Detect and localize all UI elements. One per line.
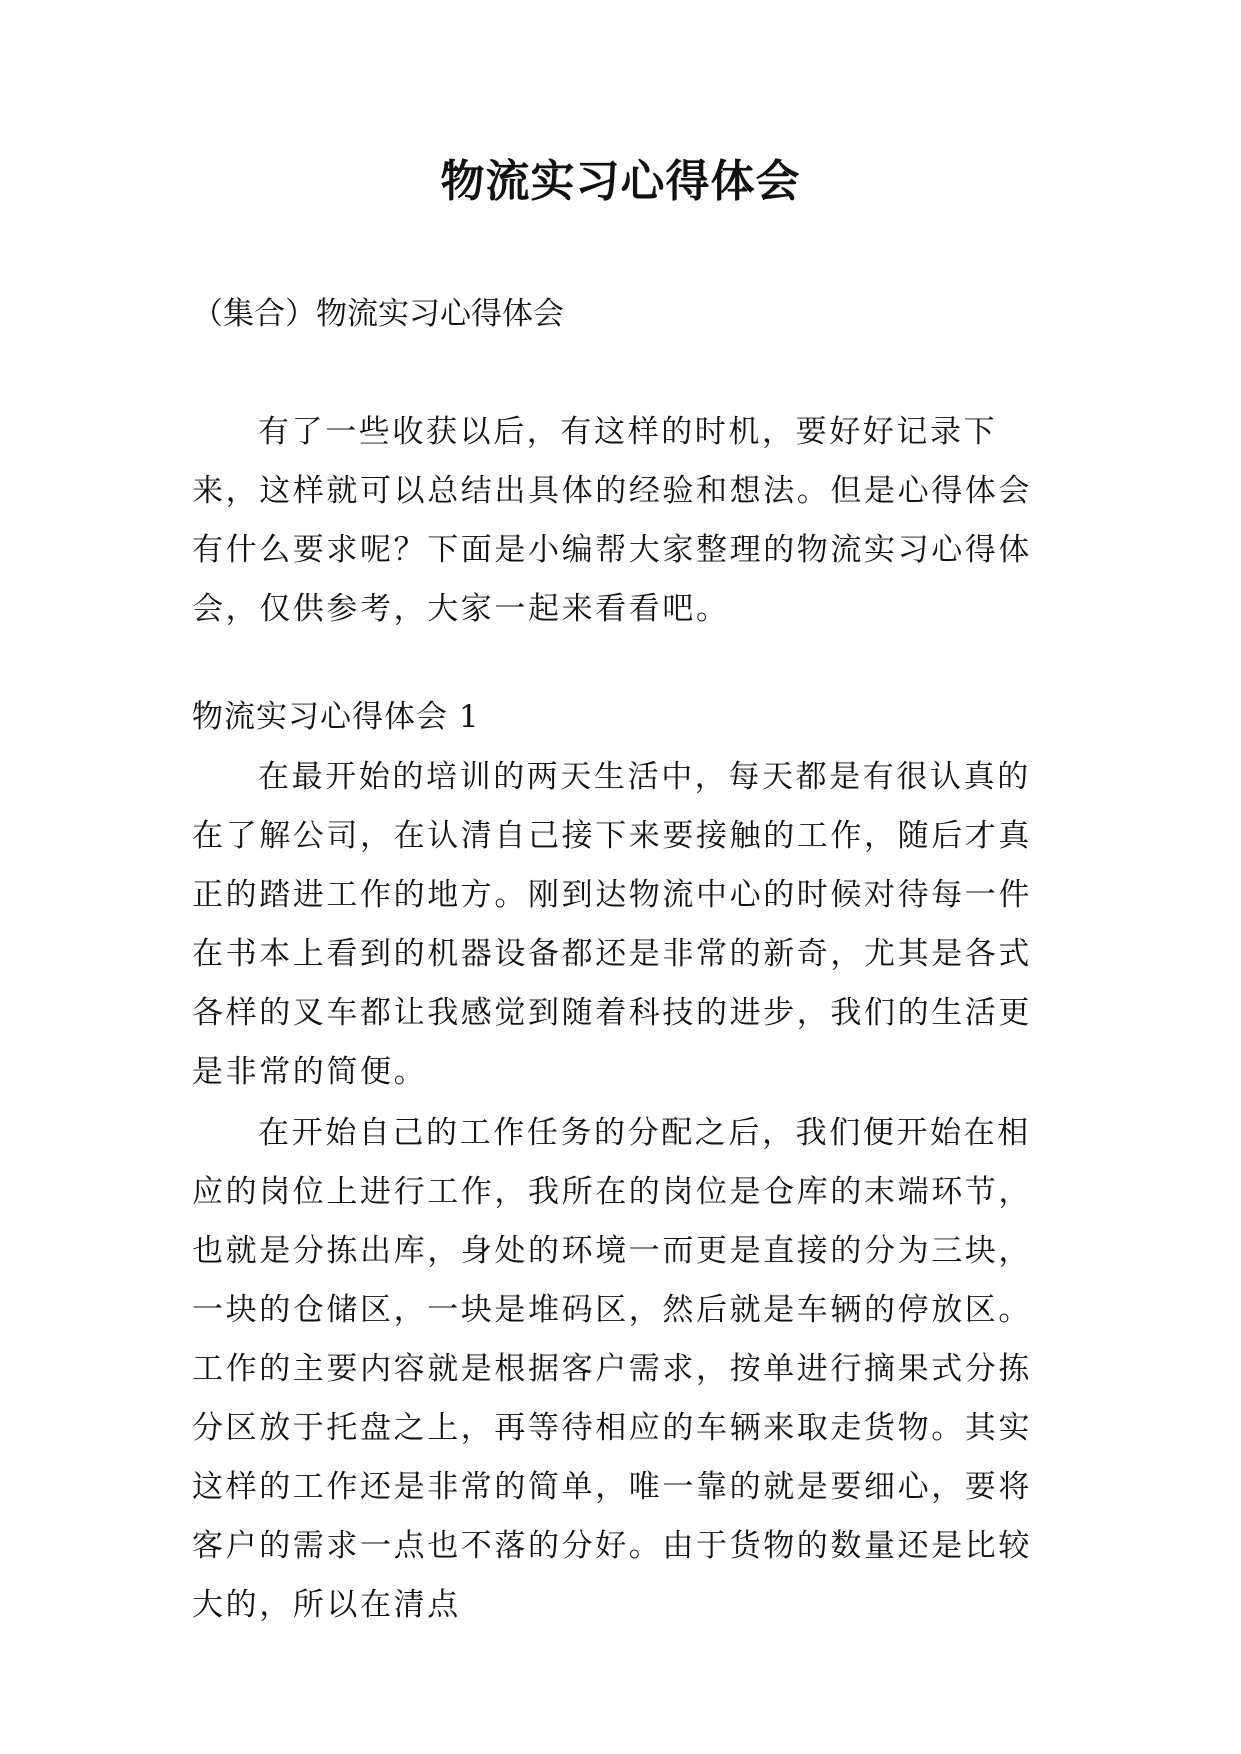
body-paragraph: 在开始自己的工作任务的分配之后，我们便开始在相应的岗位上进行工作，我所在的岗位是仓库的末端环节，也就是分拣出库，身处的环境一而更是直接的分为三块，一块的仓储区，一块是堆码区，然后就是车辆的停放区。工作的主要内容就是根据客户需求，按单进行摘果式分拣分区放于托盘之上，再等待相应的车辆来取走货物。其实这样的工作还是非常的简单，唯一靠的就是要细心，要将客户的需求一点也不落的分好。由于货物的数量还是比较大的，所以在清点	[192, 1115, 1032, 1623]
document-subtitle: （集合）物流实习心得体会	[192, 296, 564, 332]
body-paragraph: 在最开始的培训的两天生活中，每天都是有很认真的在了解公司，在认清自己接下来要接触的工作，随后才真正的踏进工作的地方。刚到达物流中心的时候对待每一件在书本上看到的机器设备都还是非常的新奇，尤其是各式各样的叉车都让我感觉到随着科技的进步，我们的生活更是非常的简便。	[192, 759, 1032, 1090]
section-heading: 物流实习心得体会 1	[192, 699, 480, 735]
intro-paragraph: 有了一些收获以后，有这样的时机，要好好记录下来，这样就可以总结出具体的经验和想法。但是心得体会有什么要求呢？下面是小编帮大家整理的物流实习心得体会，仅供参考，大家一起来看看吧。	[192, 414, 1032, 627]
document-title: 物流实习心得体会	[440, 156, 801, 207]
